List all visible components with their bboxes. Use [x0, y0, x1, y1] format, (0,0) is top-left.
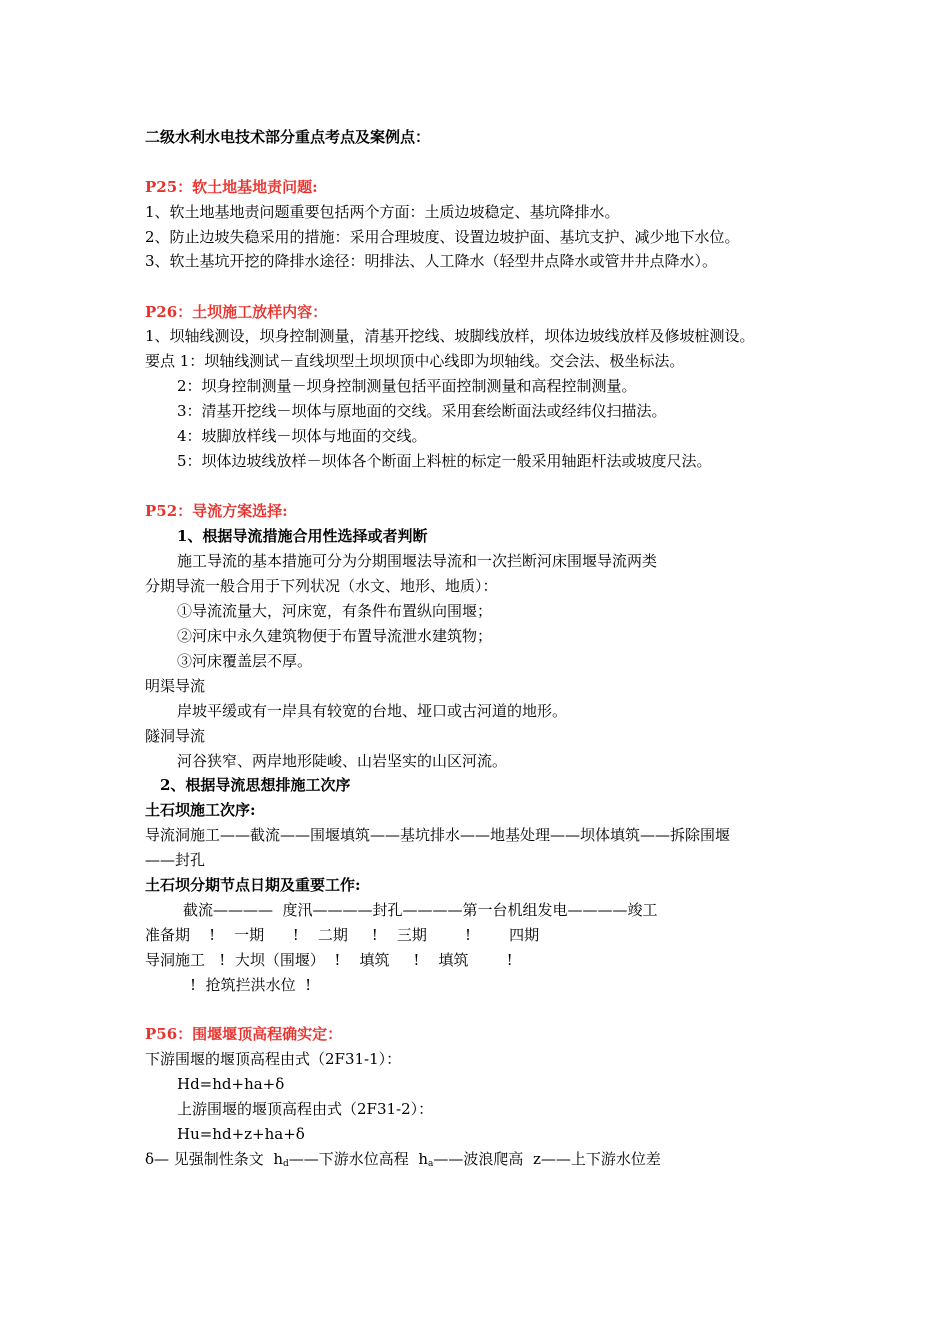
p56-formula-hd: Hd=hd+ha+δ	[177, 1075, 285, 1093]
p52-line-2: 分期导流一般合用于下列状况（水文、地形、地质）：	[145, 577, 498, 595]
p26-line-2: 要点 1：坝轴线测试－直线坝型土坝坝顶中心线即为坝轴线。交会法、极坐标法。	[145, 352, 685, 370]
legend-z-desc: z——上下游水位差	[532, 1150, 661, 1168]
p26-line-3: 2：坝身控制测量－坝身控制测量包括平面控制测量和高程控制测量。	[177, 377, 637, 395]
p52-node-line-1: 截流———— 度汛————封孔————第一台机组发电————竣工	[183, 901, 658, 919]
legend-ha-symbol: h	[418, 1150, 429, 1168]
p52-line-7: 岸坡平缓或有一岸具有较宽的台地、垭口或古河道的地形。	[177, 702, 568, 720]
legend-hd-subscript: d	[283, 1159, 289, 1169]
p52-node-line-2: 准备期 ! 一期 ! 二期 ! 三期 ! 四期	[145, 926, 540, 944]
p26-line-6: 5：坝体边坡线放样－坝体各个断面上料桩的标定一般采用轴距杆法或坡度尺法。	[177, 452, 712, 470]
p52-subheading-1: 1、根据导流措施合用性选择或者判断	[177, 527, 428, 545]
p52-node-title: 土石坝分期节点日期及重要工作:	[145, 876, 361, 894]
p52-line-8: 隧洞导流	[145, 727, 206, 745]
legend-hd-desc: ——下游水位高程	[288, 1150, 409, 1168]
p52-node-line-3: 导洞施工 ! 大坝（围堰） ! 填筑 ! 填筑 !	[145, 951, 513, 969]
p25-line-3: 3、软土基坑开挖的降排水途径：明排法、人工降水（轻型井点降水或管井井点降水）。	[145, 252, 718, 270]
p52-seq-title: 土石坝施工次序:	[145, 801, 256, 819]
legend-ha-desc: ——波浪爬高	[433, 1150, 524, 1168]
p56-line-2: 上游围堰的堰顶高程由式（2F31-2）：	[177, 1100, 434, 1118]
p52-seq-line-1: 导流洞施工——截流——围堰填筑——基坑排水——地基处理——坝体填筑——拆除围堰	[145, 826, 731, 844]
section-heading-p56: P56：围堰堰顶高程确实定：	[145, 1025, 343, 1043]
section-heading-p25: P25：软土地基地责问题:	[145, 178, 318, 196]
p56-legend	[145, 1150, 661, 1173]
p26-line-4: 3：清基开挖线－坝体与原地面的交线。采用套绘断面法或经纬仪扫描法。	[177, 402, 667, 420]
p52-line-4: ②河床中永久建筑物便于布置导流泄水建筑物；	[177, 627, 493, 645]
p26-line-5: 4：坡脚放样线－坝体与地面的交线。	[177, 427, 427, 445]
p52-seq-line-2: ——封孔	[145, 851, 206, 869]
p52-line-6: 明渠导流	[145, 677, 206, 695]
section-heading-p52: P52：导流方案选择:	[145, 502, 288, 520]
p25-line-2: 2、防止边坡失稳采用的措施：采用合理坡度、设置边坡护面、基坑支护、减少地下水位。	[145, 228, 740, 246]
p52-line-3: ①导流流量大，河床宽，有条件布置纵向围堰；	[177, 602, 493, 620]
legend-ha-subscript: a	[428, 1159, 434, 1169]
p52-line-1: 施工导流的基本措施可分为分期围堰法导流和一次拦断河床围堰导流两类	[177, 552, 658, 570]
p52-line-5: ③河床覆盖层不厚。	[177, 652, 313, 670]
p26-line-1: 1、坝轴线测设，坝身控制测量，清基开挖线、坡脚线放样，坝体边坡线放样及修坡桩测设。	[145, 327, 755, 345]
legend-hd-symbol: h	[273, 1150, 284, 1168]
legend-delta: δ— 见强制性条文	[145, 1150, 264, 1168]
section-heading-p26: P26：土坝施工放样内容：	[145, 303, 328, 321]
p25-line-1: 1、软土地基地责问题重要包括两个方面：土质边坡稳定、基坑降排水。	[145, 203, 620, 221]
p52-subheading-2: 2、根据导流思想排施工次序	[160, 776, 351, 794]
p52-node-line-4: ! 抢筑拦洪水位 !	[190, 976, 312, 994]
p52-line-9: 河谷狭窄、两岸地形陡峻、山岩坚实的山区河流。	[177, 752, 508, 770]
doc-title: 二级水利水电技术部分重点考点及案例点：	[145, 128, 431, 146]
p56-formula-hu: Hu=hd+z+ha+δ	[177, 1125, 305, 1143]
p56-line-1: 下游围堰的堰顶高程由式（2F31-1）：	[145, 1050, 402, 1068]
